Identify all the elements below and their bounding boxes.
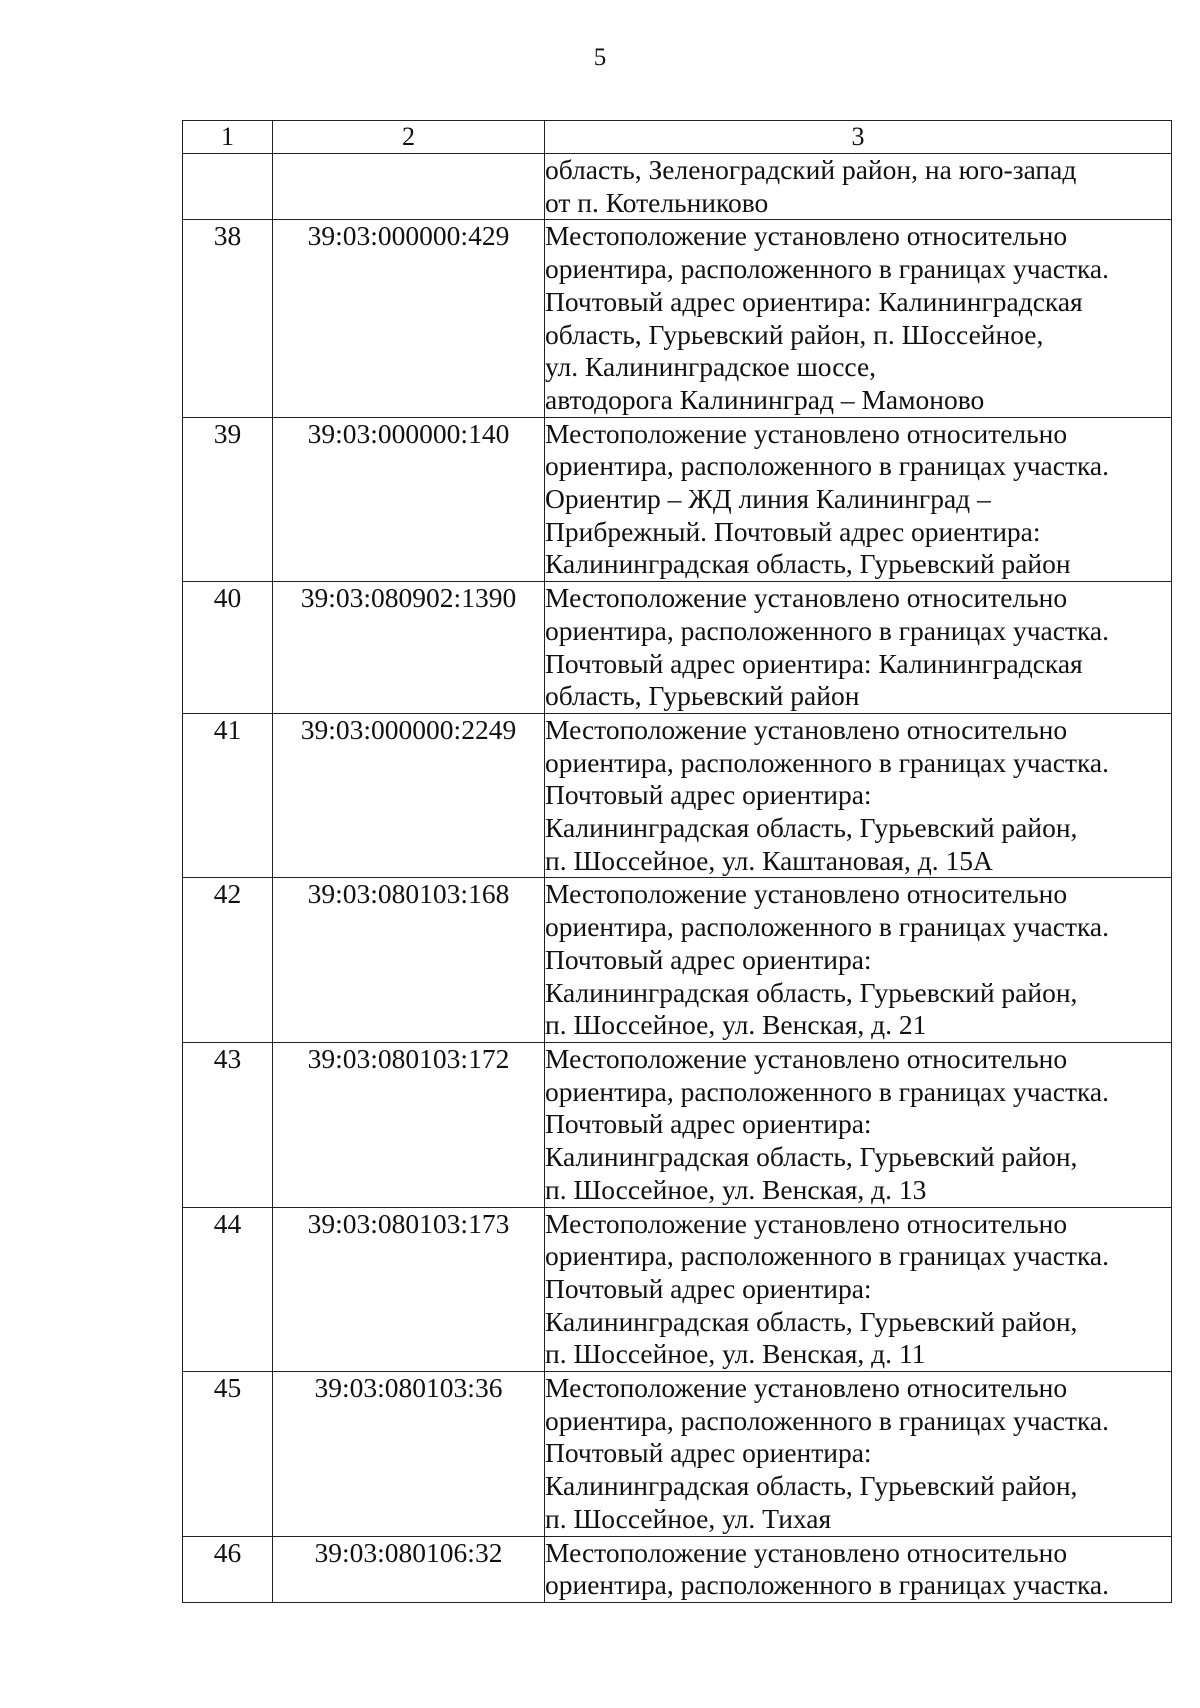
description-line: ориентира, расположенного в границах участка. xyxy=(545,614,1109,646)
location-description-cell xyxy=(545,1207,1172,1372)
location-description-cell xyxy=(545,154,1172,220)
row-number-cell: 39 xyxy=(183,417,273,582)
parcels-table xyxy=(182,120,1172,1603)
description-line: Почтовый адрес ориентира: xyxy=(545,943,872,975)
description-line: область, Гурьевский район xyxy=(545,680,860,712)
description-line: п. Шоссейное, ул. Каштановая, д. 15А xyxy=(545,844,993,876)
location-description-cell xyxy=(545,417,1172,582)
location-description-cell xyxy=(545,220,1172,417)
row-number-cell: 38 xyxy=(183,220,273,417)
description-line: Почтовый адрес ориентира: xyxy=(545,1437,872,1469)
description-line: ул. Калининградское шоссе, xyxy=(545,351,877,383)
row-number-cell xyxy=(183,154,273,220)
description-line: Местоположение установлено относительно xyxy=(545,220,1068,252)
table-row xyxy=(183,878,1172,1043)
description-line: Калининградская область, Гурьевский район, xyxy=(545,1305,1078,1337)
location-description-cell xyxy=(545,1042,1172,1207)
description-line: ориентира, расположенного в границах участка. xyxy=(545,746,1109,778)
description-line: Калининградская область, Гурьевский район xyxy=(545,548,1071,580)
description-line: п. Шоссейное, ул. Тихая xyxy=(545,1502,832,1534)
location-description-cell xyxy=(545,878,1172,1043)
cadastral-number-cell: 39:03:000000:429 xyxy=(273,220,545,417)
description-line: Калининградская область, Гурьевский район, xyxy=(545,1141,1078,1173)
description-line: Почтовый адрес ориентира: xyxy=(545,1272,872,1304)
row-number-cell: 40 xyxy=(183,582,273,714)
description-line: Местоположение установлено относительно xyxy=(545,582,1068,614)
description-line: автодорога Калининград – Мамоново xyxy=(545,383,985,415)
description-line: Местоположение установлено относительно xyxy=(545,1372,1068,1404)
column-header-cadastral: 2 xyxy=(273,121,545,154)
location-description-cell xyxy=(545,582,1172,714)
description-line: Калининградская область, Гурьевский район, xyxy=(545,1470,1078,1502)
description-line: Прибрежный. Почтовый адрес ориентира: xyxy=(545,515,1041,547)
table-row xyxy=(183,1536,1172,1602)
table-header-row xyxy=(183,121,1172,154)
row-number-cell: 45 xyxy=(183,1372,273,1537)
description-line: ориентира, расположенного в границах участка. xyxy=(545,253,1109,285)
description-line: ориентира, расположенного в границах участка. xyxy=(545,1569,1109,1601)
description-line: область, Зеленоградский район, на юго-запад xyxy=(545,154,1077,185)
page-number: 5 xyxy=(593,44,607,71)
description-line: ориентира, расположенного в границах участка. xyxy=(545,450,1109,482)
cadastral-number-cell: 39:03:080103:36 xyxy=(273,1372,545,1537)
description-line: Местоположение установлено относительно xyxy=(545,1536,1068,1568)
row-number-cell: 42 xyxy=(183,878,273,1043)
cadastral-number-cell: 39:03:080106:32 xyxy=(273,1536,545,1602)
description-line: Почтовый адрес ориентира: Калининградская xyxy=(545,647,1083,679)
column-header-number: 1 xyxy=(183,121,273,154)
table-row xyxy=(183,1372,1172,1537)
table-row xyxy=(183,417,1172,582)
description-line: ориентира, расположенного в границах участка. xyxy=(545,911,1109,943)
row-number-cell: 46 xyxy=(183,1536,273,1602)
cadastral-number-cell: 39:03:000000:2249 xyxy=(273,713,545,878)
table-row xyxy=(183,220,1172,417)
description-line: Местоположение установлено относительно xyxy=(545,713,1068,745)
description-line: Калининградская область, Гурьевский район, xyxy=(545,812,1078,844)
location-description-cell xyxy=(545,1536,1172,1602)
description-line: Почтовый адрес ориентира: xyxy=(545,779,872,811)
column-header-location: 3 xyxy=(545,121,1172,154)
location-description-cell xyxy=(545,713,1172,878)
description-line: Калининградская область, Гурьевский район, xyxy=(545,976,1078,1008)
table-body xyxy=(183,154,1172,1603)
cadastral-number-cell: 39:03:080103:172 xyxy=(273,1042,545,1207)
description-line: область, Гурьевский район, п. Шоссейное, xyxy=(545,318,1044,350)
description-line: Местоположение установлено относительно xyxy=(545,1042,1068,1074)
row-number-cell: 43 xyxy=(183,1042,273,1207)
cadastral-number-cell: 39:03:080902:1390 xyxy=(273,582,545,714)
description-line: п. Шоссейное, ул. Венская, д. 13 xyxy=(545,1173,927,1205)
table-row xyxy=(183,582,1172,714)
description-line: Ориентир – ЖД линия Калининград – xyxy=(545,483,991,515)
description-line: ориентира, расположенного в границах участка. xyxy=(545,1075,1109,1107)
description-line: п. Шоссейное, ул. Венская, д. 11 xyxy=(545,1338,926,1370)
row-number-cell: 41 xyxy=(183,713,273,878)
description-line: Местоположение установлено относительно xyxy=(545,1207,1068,1239)
location-description-cell xyxy=(545,1372,1172,1537)
table-row xyxy=(183,1042,1172,1207)
description-line: ориентира, расположенного в границах участка. xyxy=(545,1240,1109,1272)
description-line: от п. Котельниково xyxy=(545,186,769,218)
table-row xyxy=(183,1207,1172,1372)
description-line: Местоположение установлено относительно xyxy=(545,878,1068,910)
description-line: п. Шоссейное, ул. Венская, д. 21 xyxy=(545,1009,927,1041)
description-line: Местоположение установлено относительно xyxy=(545,417,1068,449)
description-line: ориентира, расположенного в границах участка. xyxy=(545,1404,1109,1436)
cadastral-number-cell: 39:03:080103:168 xyxy=(273,878,545,1043)
cadastral-number-cell xyxy=(273,154,545,220)
cadastral-number-cell: 39:03:000000:140 xyxy=(273,417,545,582)
row-number-cell: 44 xyxy=(183,1207,273,1372)
description-line: Почтовый адрес ориентира: xyxy=(545,1108,872,1140)
table-row xyxy=(183,154,1172,220)
cadastral-number-cell: 39:03:080103:173 xyxy=(273,1207,545,1372)
description-line: Почтовый адрес ориентира: Калининградская xyxy=(545,285,1083,317)
table-row xyxy=(183,713,1172,878)
